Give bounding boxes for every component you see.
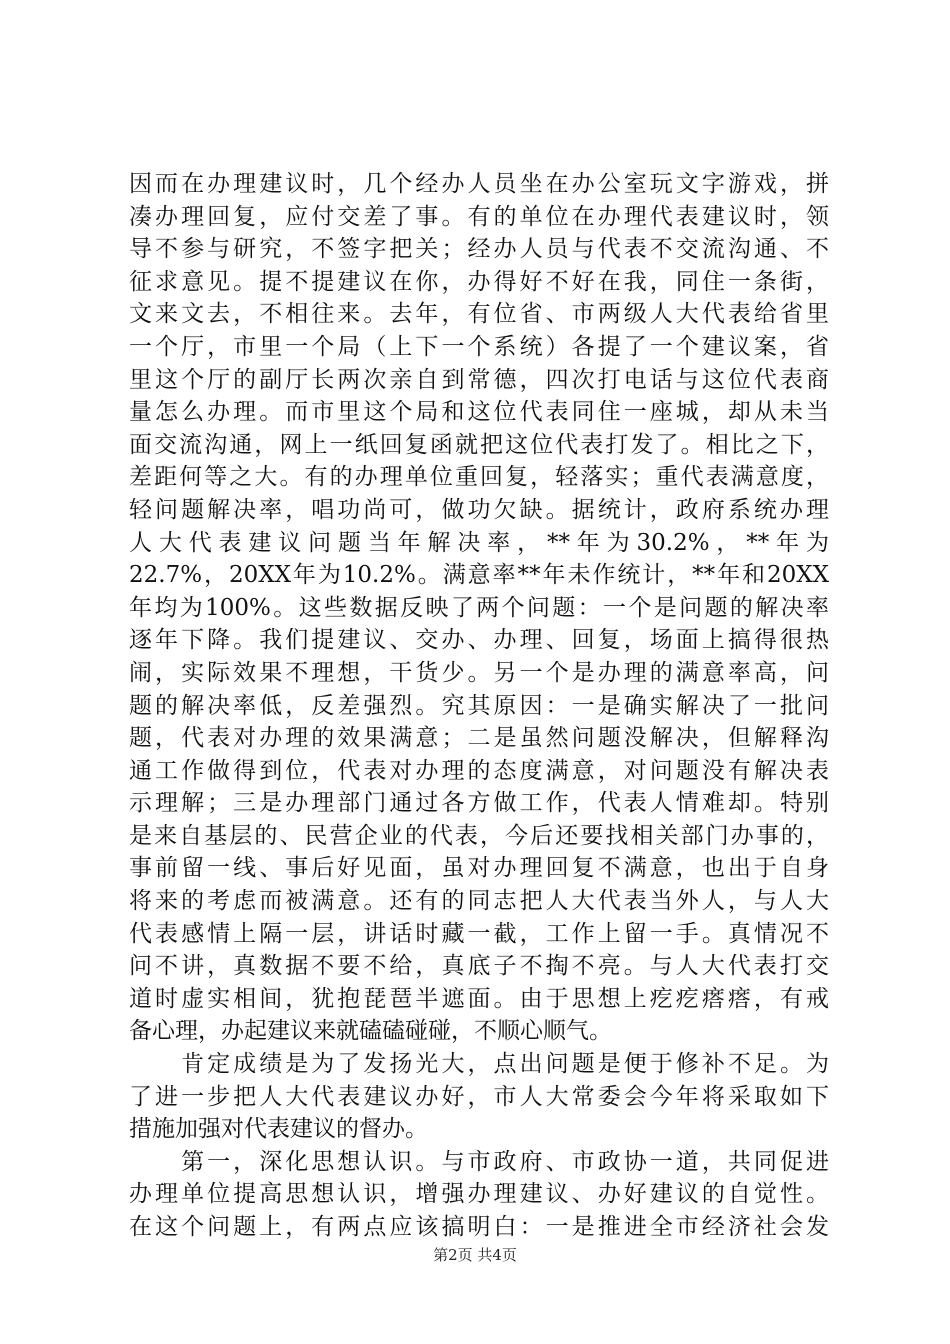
text-line-1: 因而在办理建议时，几个经办人员坐在办公室玩文字游戏，拼 [129, 171, 829, 197]
text-line-16: 闹，实际效果不理想，干货少。另一个是办理的满意率高，问 [129, 659, 829, 686]
text-line-32: 办理单位提高思想认识，增强办理建议、办好建议的自觉性。 [129, 1181, 829, 1208]
text-line-27: 备心理，办起建议来就磕磕碰碰，不顺心顺气。 [129, 1018, 612, 1045]
text-line-12: 人大代表建议问题当年解决率，**年为30.2%，**年为 [129, 529, 829, 556]
text-line-31: 第一，深化思想认识。与市政府、市政协一道，共同促进 [129, 1148, 829, 1175]
text-line-14: 年均为100%。这些数据反映了两个问题：一个是问题的解决率 [129, 594, 829, 621]
text-line-10: 差距何等之大。有的办理单位重回复，轻落实；重代表满意度， [129, 464, 829, 491]
text-line-20: 示理解；三是办理部门通过各方做工作，代表人情难却。特别 [129, 790, 829, 817]
text-line-28: 肯定成绩是为了发扬光大，点出问题是便于修补不足。为 [129, 1051, 829, 1078]
text-line-33: 在这个问题上，有两点应该搞明白：一是推进全市经济社会发 [129, 1214, 829, 1240]
text-line-19: 通工作做得到位，代表对办理的态度满意，对问题没有解决表 [129, 757, 829, 784]
text-line-6: 一个厅，市里一个局（上下一个系统）各提了一个建议案，省 [129, 333, 829, 360]
text-line-25: 问不讲，真数据不要不给，真底子不掏不亮。与人大代表打交 [129, 953, 829, 980]
page-number-label: 第2页 共4页 [433, 1246, 517, 1264]
text-line-8: 量怎么办理。而市里这个局和这位代表同住一座城，却从未当 [129, 399, 829, 426]
text-line-21: 是来自基层的、民营企业的代表，今后还要找相关部门办事的， [129, 822, 829, 849]
text-line-30: 措施加强对代表建议的督办。 [129, 1116, 428, 1143]
page-footer [0, 1244, 950, 1265]
text-line-15: 逐年下降。我们提建议、交办、办理、回复，场面上搞得很热 [129, 627, 829, 654]
text-line-4: 征求意见。提不提建议在你，办得好不好在我，同住一条街， [129, 268, 829, 295]
text-line-24: 代表感情上隔一层，讲话时藏一截，工作上留一手。真情况不 [129, 920, 829, 947]
document-body [129, 168, 829, 1244]
text-line-3: 导不参与研究，不签字把关；经办人员与代表不交流沟通、不 [129, 236, 829, 263]
text-line-17: 题的解决率低，反差强烈。究其原因：一是确实解决了一批问 [129, 692, 829, 719]
text-line-22: 事前留一线、事后好见面，虽对办理回复不满意，也出于自身 [129, 855, 829, 882]
text-line-26: 道时虚实相间，犹抱琵琶半遮面。由于思想上疙疙瘩瘩，有戒 [129, 985, 829, 1012]
text-line-7: 里这个厅的副厅长两次亲自到常德，四次打电话与这位代表商 [129, 366, 829, 393]
text-line-2: 凑办理回复，应付交差了事。有的单位在办理代表建议时，领 [129, 203, 829, 230]
text-line-23: 将来的考虑而被满意。还有的同志把人大代表当外人，与人大 [129, 888, 829, 915]
text-line-13: 22.7%，20XX年为10.2%。满意率**年未作统计，**年和20XX [129, 562, 829, 589]
text-line-5: 文来文去，不相往来。去年，有位省、市两级人大代表给省里 [129, 301, 829, 328]
text-line-9: 面交流沟通，网上一纸回复函就把这位代表打发了。相比之下， [129, 431, 829, 458]
text-line-11: 轻问题解决率，唱功尚可，做功欠缺。据统计，政府系统办理 [129, 496, 829, 523]
text-line-29: 了进一步把人大代表建议办好，市人大常委会今年将采取如下 [129, 1083, 829, 1110]
text-line-18: 题，代表对办理的效果满意；二是虽然问题没解决，但解释沟 [129, 725, 829, 752]
